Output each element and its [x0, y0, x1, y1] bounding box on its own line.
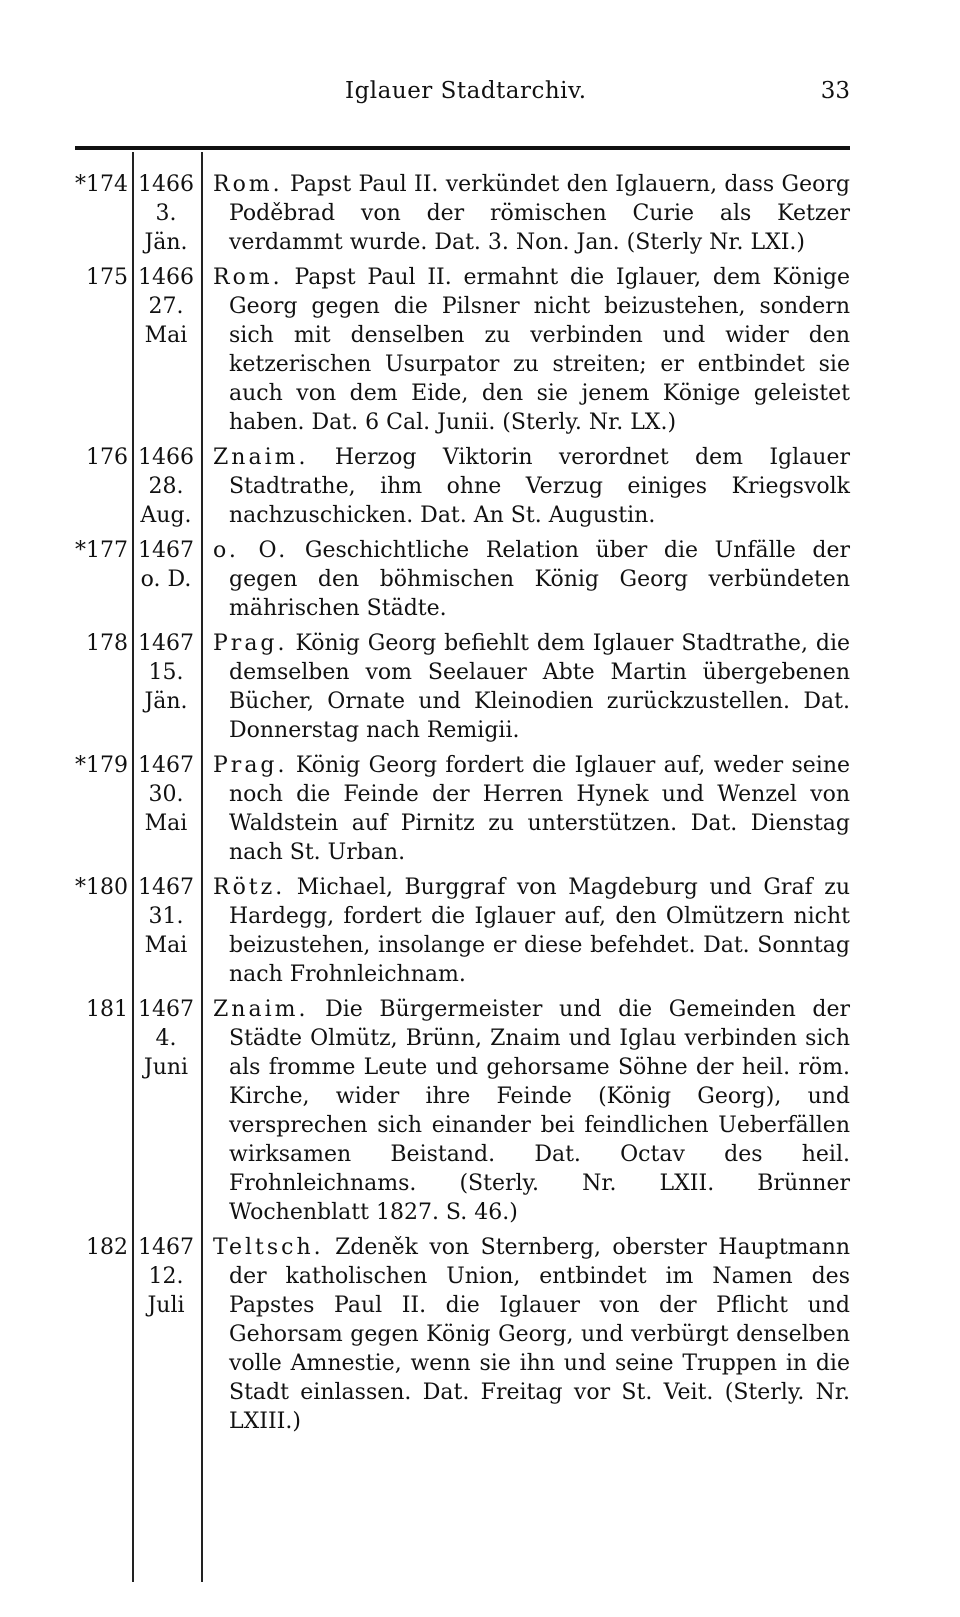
entry-place: Teltsch.: [213, 1235, 324, 1260]
register-entry: [40, 1233, 850, 1436]
register-entry: [40, 629, 850, 745]
register-entry: [40, 170, 850, 257]
entry-date: [136, 751, 196, 838]
entry-number: 176: [86, 445, 128, 470]
entry-date: [136, 443, 196, 530]
entry-text: [213, 873, 850, 989]
entry-date-year: 1467: [138, 875, 194, 900]
entry-place: Prag.: [213, 753, 288, 778]
register-entry: [40, 995, 850, 1227]
entry-date-year: 1466: [138, 445, 194, 470]
entry-body: König Georg befiehlt dem Iglauer Stadtrathe, die demselben vom Seelauer Abte Martin übergebenen Bücher, Ornate und Kleinodien zurückzustellen. Dat. Donnerstag nach Remigii.: [229, 631, 850, 743]
entry-date-day: 4.: [155, 1026, 177, 1051]
entry-body: Michael, Burggraf von Magdeburg und Graf zu Hardegg, fordert die Iglauer auf, den Olmützern nicht beizustehen, insolange er diese befehdet. Dat. Sonntag nach Frohnleichnam.: [229, 875, 850, 987]
entry-date-month: Mai: [144, 323, 188, 348]
entry-date-day: o. D.: [140, 567, 192, 592]
entry-number: *179: [75, 753, 128, 778]
entry-date: [136, 1233, 196, 1320]
entry-text: [213, 751, 850, 867]
running-title: Iglauer Stadtarchiv.: [345, 78, 587, 104]
entry-date: [136, 995, 196, 1082]
entry-date-year: 1467: [138, 631, 194, 656]
entry-body: Die Bürgermeister und die Gemeinden der Städte Olmütz, Brünn, Znaim und Iglau verbinden sich als fromme Leute und gehorsame Söhne der heil. röm. Kirche, wider ihre Feinde (König Georg), und versprechen sich einander bei feindlichen Ueberfällen wirksamen Beistand. Dat. Octav des heil. Frohnleichnams. (Sterly. Nr. LXII. Brünner Wochenblatt 1827. S. 46.): [229, 997, 850, 1225]
entry-body: Zdeněk von Sternberg, oberster Hauptmann der katholischen Union, entbindet im Namen des Papstes Paul II. die Iglauer von der Pflicht und Gehorsam gegen König Georg, und verbürgt denselben volle Amnestie, wenn sie ihn und seine Truppen in die Stadt einlassen. Dat. Freitag vor St. Veit. (Sterly. Nr. LXIII.): [229, 1235, 851, 1434]
entry-number: 175: [86, 265, 128, 290]
entry-body: Geschichtliche Relation über die Unfälle der gegen den böhmischen König Georg verbündeten mährischen Städte.: [229, 538, 850, 621]
entry-place: o. O.: [213, 538, 289, 563]
entry-date-month: Mai: [144, 933, 188, 958]
entry-date-year: 1466: [138, 265, 194, 290]
entry-date-year: 1466: [138, 172, 194, 197]
page-header: [60, 70, 850, 110]
entry-place: Znaim.: [213, 445, 309, 470]
entry-date-day: 30.: [148, 782, 184, 807]
entry-date: [136, 263, 196, 350]
entry-place: Znaim.: [213, 997, 309, 1022]
entry-number: *177: [75, 538, 128, 563]
entry-number: 182: [86, 1235, 128, 1260]
register-entry: [40, 751, 850, 867]
page-number: 33: [820, 78, 850, 104]
entry-date-month: [136, 594, 196, 623]
entry-place: Rom.: [213, 172, 283, 197]
entry-text: [213, 1233, 850, 1436]
entry-body: Papst Paul II. ermahnt die Iglauer, dem Könige Georg gegen die Pilsner nicht beizustehen, sondern sich mit denselben zu verbinden und wider den ketzerischen Usurpator zu streiten; er entbindet sie auch von dem Eide, den sie jenem Könige geleistet haben. Dat. 6 Cal. Junii. (Sterly. Nr. LX.): [229, 265, 850, 435]
register-entries: [40, 170, 850, 1442]
entry-place: Rötz.: [213, 875, 286, 900]
entry-text: [213, 536, 850, 623]
entry-number: *174: [75, 172, 128, 197]
register-entry: [40, 263, 850, 437]
entry-body: König Georg fordert die Iglauer auf, weder seine noch die Feinde der Herren Hynek und Wenzel von Waldstein auf Pirnitz zu unterstützen. Dat. Dienstag nach St. Urban.: [229, 753, 851, 865]
register-entry: [40, 873, 850, 989]
entry-number: 181: [86, 997, 128, 1022]
entry-text: [213, 263, 850, 437]
entry-text: [213, 995, 850, 1227]
entry-date: [136, 873, 196, 960]
header-rule: [75, 146, 850, 150]
entry-body: Herzog Viktorin verordnet dem Iglauer Stadtrathe, ihm ohne Verzug einiges Kriegsvolk nachzuschicken. Dat. An St. Augustin.: [229, 445, 850, 528]
entry-text: [213, 629, 850, 745]
entry-date: [136, 536, 196, 623]
entry-date-year: 1467: [138, 538, 194, 563]
entry-date-year: 1467: [138, 997, 194, 1022]
entry-date-day: 15.: [148, 660, 184, 685]
entry-date-month: Aug.: [140, 503, 192, 528]
entry-date-day: 31.: [148, 904, 184, 929]
entry-text: [213, 170, 850, 257]
entry-date-month: Juni: [143, 1055, 189, 1080]
entry-body: Papst Paul II. verkündet den Iglauern, dass Georg Poděbrad von der römischen Curie als Ketzer verdammt wurde. Dat. 3. Non. Jan. (Sterly Nr. LXI.): [229, 172, 850, 255]
entry-date-year: 1467: [138, 753, 194, 778]
entry-date-month: Juli: [147, 1293, 185, 1318]
register-entry: [40, 443, 850, 530]
entry-date: [136, 170, 196, 257]
entry-date-day: 27.: [148, 294, 184, 319]
entry-date-month: Jän.: [144, 230, 188, 255]
entry-number: 178: [86, 631, 128, 656]
entry-place: Rom.: [213, 265, 283, 290]
entry-text: [213, 443, 850, 530]
register-entry: [40, 536, 850, 623]
entry-date-day: 3.: [155, 201, 177, 226]
entry-date: [136, 629, 196, 716]
entry-date-year: 1467: [138, 1235, 194, 1260]
entry-date-day: 28.: [148, 474, 184, 499]
entry-date-month: Mai: [144, 811, 188, 836]
entry-place: Prag.: [213, 631, 288, 656]
entry-date-day: 12.: [148, 1264, 184, 1289]
entry-number: *180: [75, 875, 128, 900]
entry-date-month: Jän.: [144, 689, 188, 714]
